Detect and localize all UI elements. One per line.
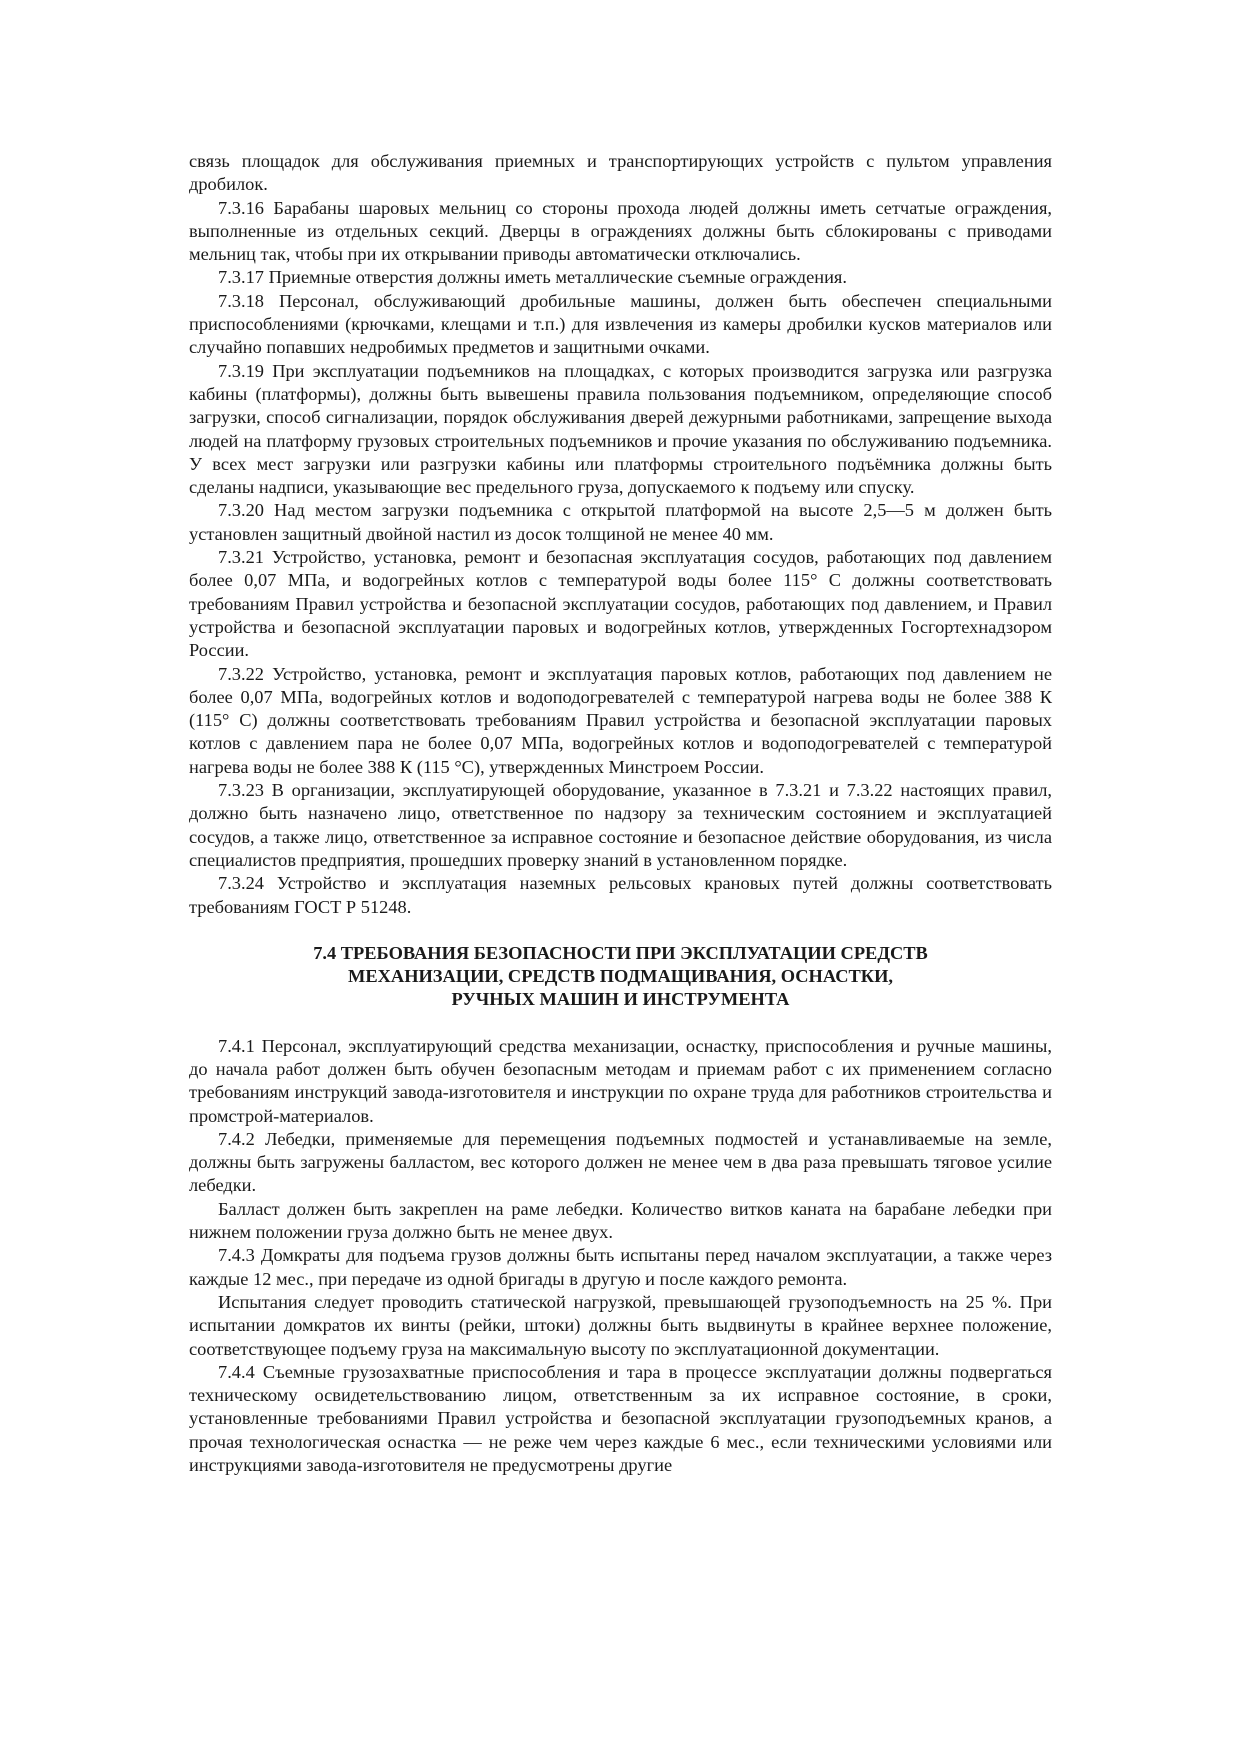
heading-line-2: МЕХАНИЗАЦИИ, СРЕДСТВ ПОДМАЩИВАНИЯ, ОСНАСТКИ, [348,966,893,987]
heading-line-3: РУЧНЫХ МАШИН И ИНСТРУМЕНТА [451,989,790,1010]
paragraph-7-4-3: 7.4.3 Домкраты для подъема грузов должны быть испытаны перед началом эксплуатации, а также через каждые 12 мес., при передаче из одной бригады в другую и после каждого ремонта. [189,1245,1052,1289]
paragraph-continuation: связь площадок для обслуживания приемных и транспортирующих устройств с пультом управления дробилок. [189,151,1052,195]
paragraph-7-4-2-ballast: Балласт должен быть закреплен на раме лебедки. Количество витков каната на барабане лебедки при нижнем положении груза должно быть не менее двух. [189,1198,1052,1243]
heading-line-1: 7.4 ТРЕБОВАНИЯ БЕЗОПАСНОСТИ ПРИ ЭКСПЛУАТАЦИИ СРЕДСТВ [313,942,928,963]
paragraph-7-3-16: 7.3.16 Барабаны шаровых мельниц со стороны прохода людей должны иметь сетчатые ограждения, выполненные из отдельных секций. Дверцы в ограждениях должны быть сблокированы с приводами мельниц так, чтобы при их открывании приводы автоматически отключались. [189,197,1052,265]
paragraph-7-3-19: 7.3.19 При эксплуатации подъемников на площадках, с которых производится загрузка или разгрузка кабины (платформы), должны быть вывешены правила пользования подъемником, определяющие способ загрузки, способ сигнализации, порядок обслуживания дверей дежурными работниками, запрещение выхода людей на платформу грузовых строительных подъемников и прочие указания по обслуживанию подъемника. У всех мест загрузки или разгрузки кабины или платформы строительного подъёмника должны быть сделаны надписи, указывающие вес предельного груза, допускаемого к подъему или спуску. [189,360,1052,498]
paragraph-7-3-20: 7.3.20 Над местом загрузки подъемника с открытой платформой на высоте 2,5—5 м должен быть установлен защитный двойной настил из досок толщиной не менее 40 мм. [189,500,1052,544]
paragraph-7-4-2: 7.4.2 Лебедки, применяемые для перемещения подъемных подмостей и устанавливаемые на земле, должны быть загружены балластом, вес которого должен не менее чем в два раза превышать тяговое усилие лебедки. [189,1128,1052,1196]
paragraph-7-3-21: 7.3.21 Устройство, установка, ремонт и безопасная эксплуатация сосудов, работающих под давлением более 0,07 МПа, и водогрейных котлов с температурой воды более 115° С должны соответствовать требованиям Правил устройства и безопасной эксплуатации сосудов, работающих под давлением, и Правил устройства и безопасной эксплуатации паровых и водогрейных котлов, утвержденных Госгортехнадзором России. [189,547,1052,661]
paragraph-7-4-3-testing: Испытания следует проводить статической нагрузкой, превышающей грузоподъемность на 25 %. При испытании домкратов их винты (рейки, штоки) должны быть выдвинуты в крайнее верхнее положение, соответствующее подъему груза на максимальную высоту по эксплуатационной документации. [189,1291,1052,1359]
paragraph-7-3-23: 7.3.23 В организации, эксплуатирующей оборудование, указанное в 7.3.21 и 7.3.22 настоящих правил, должно быть назначено лицо, ответственное по надзору за техническим состоянием и эксплуатацией сосудов, а также лицо, ответственное за исправное состояние и безопасное действие оборудования, из числа специалистов предприятия, прошедших проверку знаний в установленном порядке. [189,780,1052,870]
paragraph-7-4-1: 7.4.1 Персонал, эксплуатирующий средства механизации, оснастку, приспособления и ручные машины, до начала работ должен быть обучен безопасным методам и приемам работ с их применением согласно требованиям инструкций завода-изготовителя и инструкции по охране труда для работников строительства и промстрой-материалов. [189,1035,1052,1126]
paragraph-7-3-24: 7.3.24 Устройство и эксплуатация наземных рельсовых крановых путей должны соответствовать требованиям ГОСТ Р 51248. [189,873,1052,917]
document-page [189,150,1052,1477]
paragraph-7-3-18: 7.3.18 Персонал, обслуживающий дробильные машины, должен быть обеспечен специальными приспособлениями (крючками, клещами и т.п.) для извлечения из камеры дробилки кусков материалов или случайно попавших недробимых предметов и защитными очками. [189,290,1052,358]
paragraph-7-3-17: 7.3.17 Приемные отверстия должны иметь металлические съемные ограждения. [218,267,847,288]
paragraph-7-4-4: 7.4.4 Съемные грузозахватные приспособления и тара в процессе эксплуатации должны подвергаться техническому освидетельствованию лицом, ответственным за их исправное состояние, в сроки, установленные требованиями Правил устройства и безопасной эксплуатации грузоподъемных кранов, а прочая технологическая оснастка — не реже чем через каждые 6 мес., если техническими условиями или инструкциями завода-изготовителя не предусмотрены другие [189,1361,1052,1476]
section-heading-7-4 [189,942,1052,1012]
paragraph-7-3-22: 7.3.22 Устройство, установка, ремонт и эксплуатация паровых котлов, работающих под давлением не более 0,07 МПа, водогрейных котлов и водоподогревателей с температурой нагрева воды не более 388 К (115° С) должны соответствовать требованиям Правил устройства и безопасной эксплуатации паровых котлов с давлением пара не более 0,07 МПа, водогрейных котлов и водоподогревателей с температурой нагрева воды не более 388 К (115 °С), утвержденных Минстроем России. [189,663,1052,777]
